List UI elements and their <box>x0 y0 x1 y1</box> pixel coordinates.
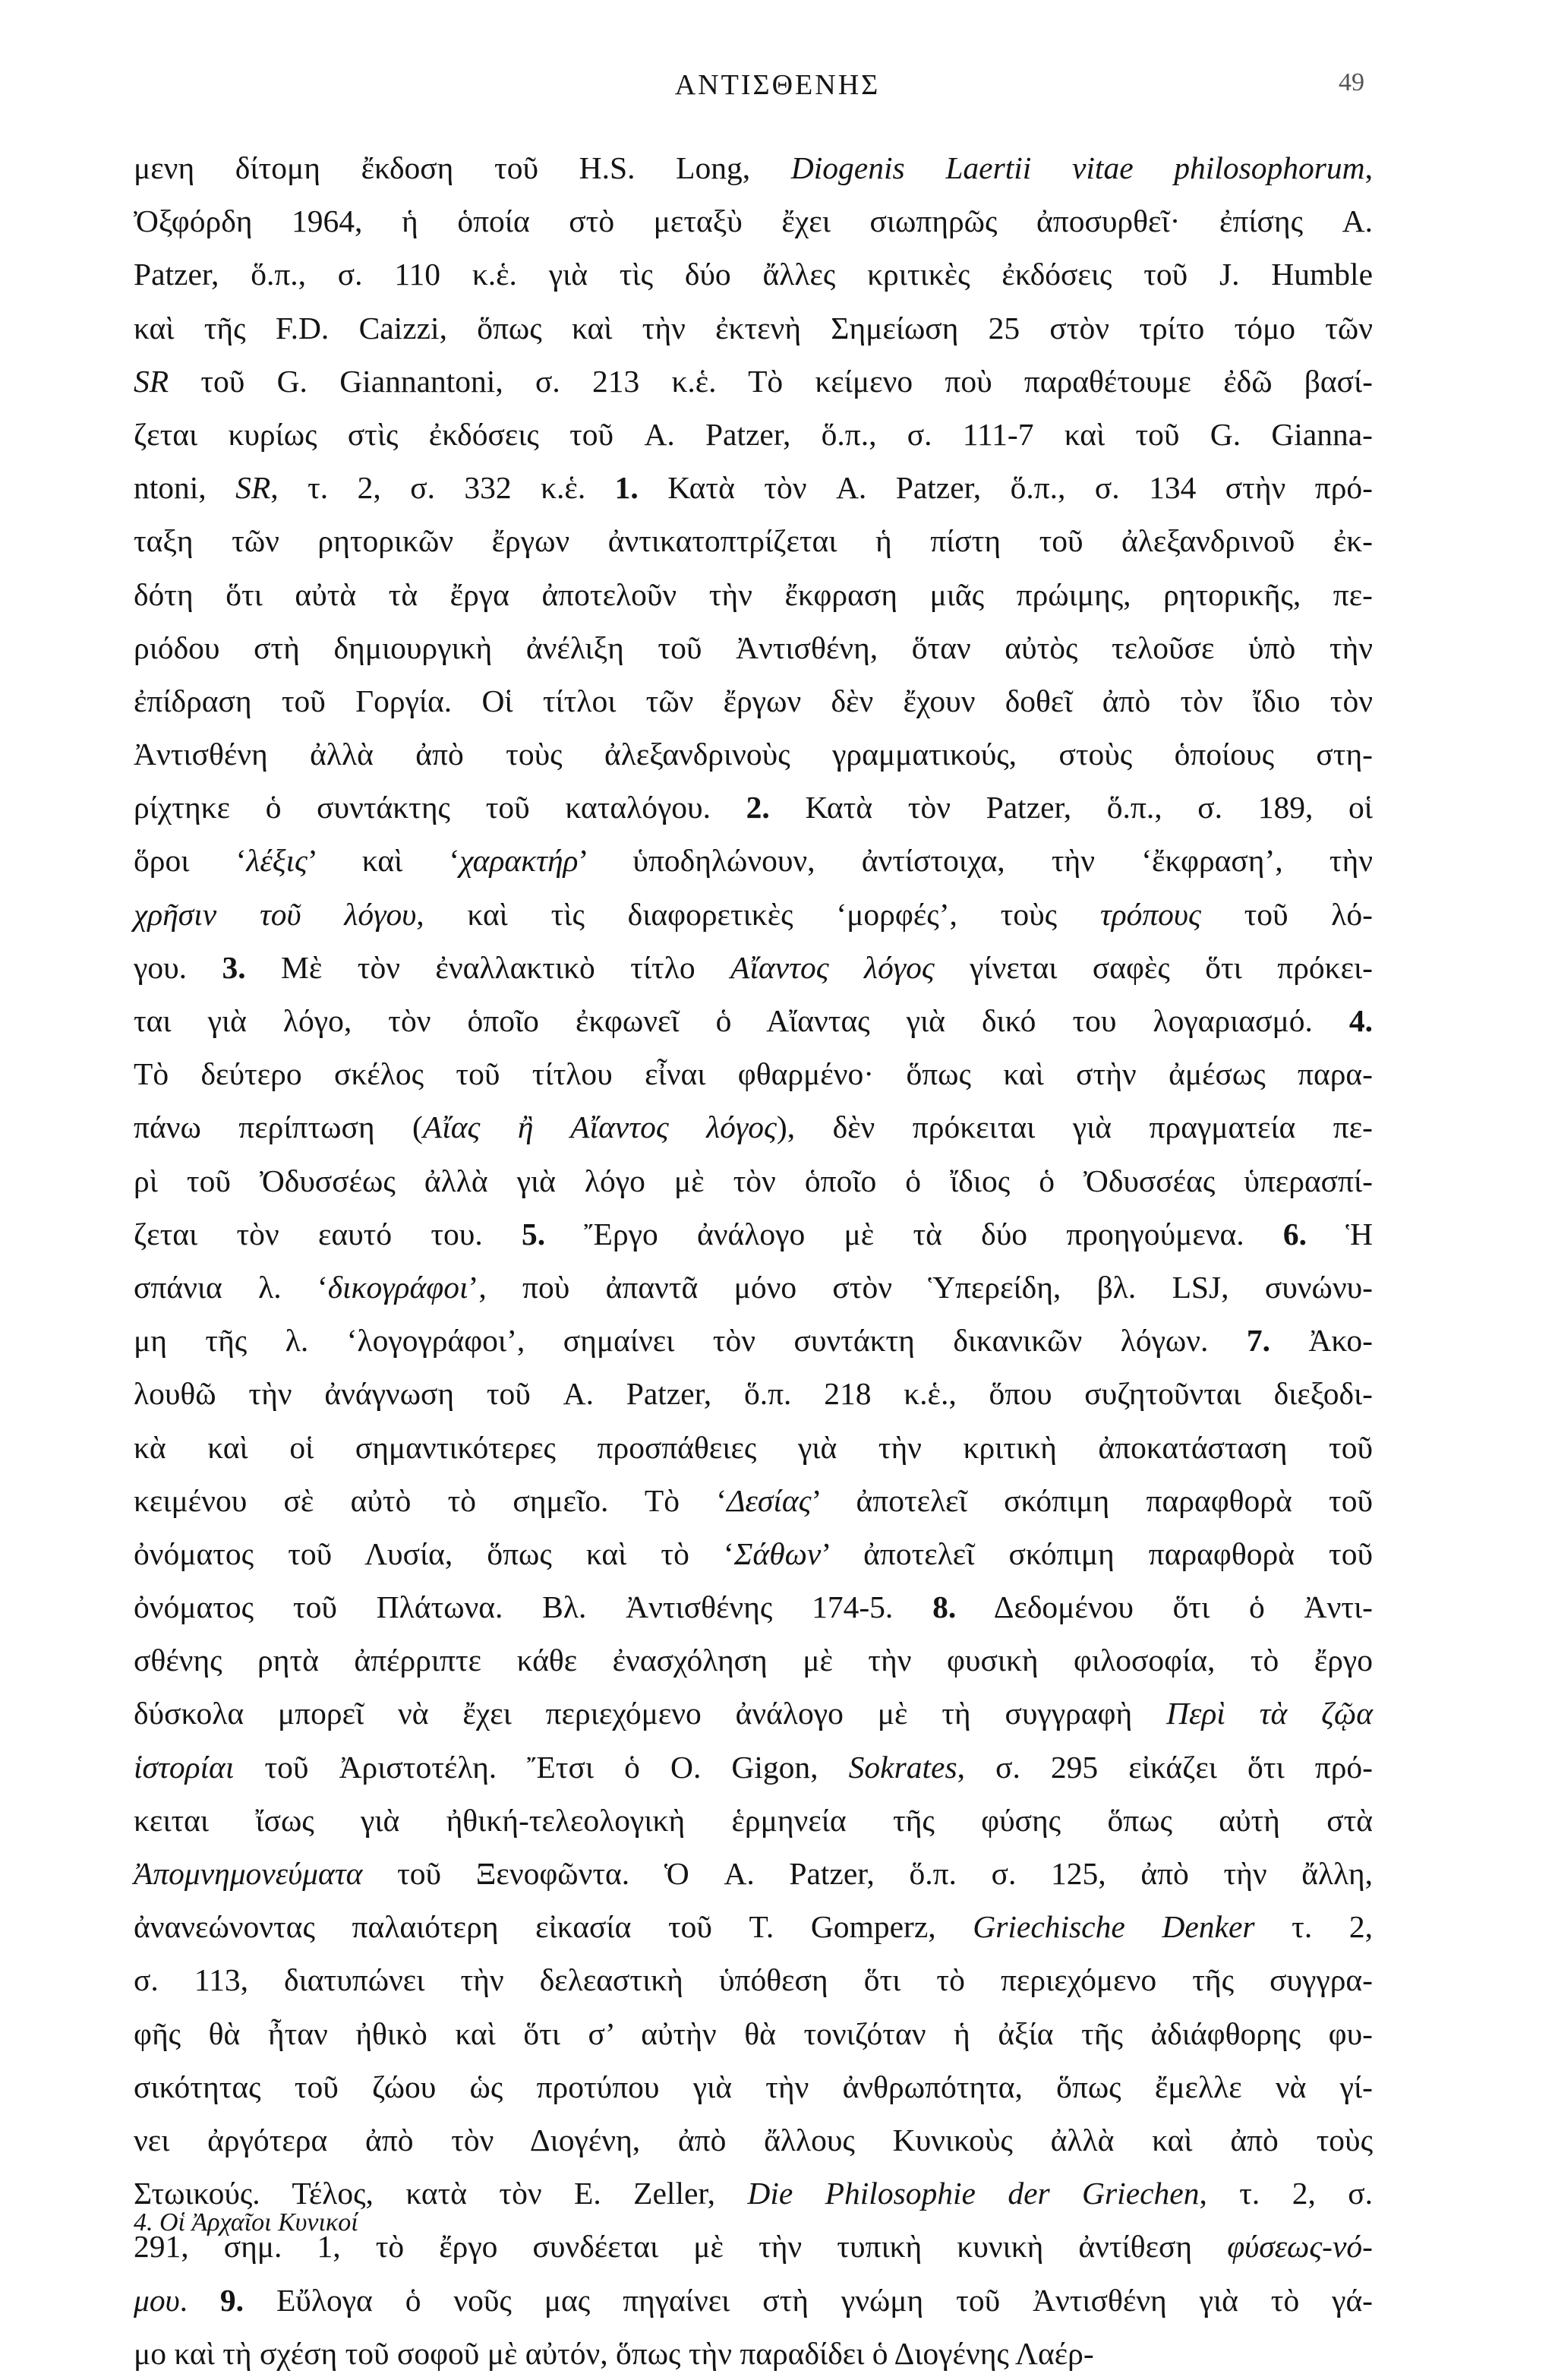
text-line: ἱστορίαι τοῦ Ἀριστοτέλη. Ἔτσι ὁ O. Gigon, Sokrates, σ. 295 εἰκάζει ὅτι πρό- <box>134 1749 1373 1785</box>
text-line: μενη δίτομη ἔκδοση τοῦ H.S. Long, Diogenis Laertii vitae philosophorum, <box>134 150 1373 185</box>
text-line: πάνω περίπτωση (Αἴας ἢ Αἴαντος λόγος), δὲν πρόκειται γιὰ πραγματεία πε- <box>134 1110 1373 1145</box>
running-head <box>0 68 1555 106</box>
text-line: ταξη τῶν ρητορικῶν ἔργων ἀντικατοπτρίζεται ἡ πίστη τοῦ ἀλεξανδρινοῦ ἐκ- <box>134 523 1373 559</box>
text-line: SR τοῦ G. Giannantoni, σ. 213 κ.ἑ. Τὸ κείμενο ποὺ παραθέτουμε ἐδῶ βασί- <box>134 363 1373 399</box>
text-line: ntoni, SR, τ. 2, σ. 332 κ.ἑ. 1. Κατὰ τὸν A. Patzer, ὅ.π., σ. 134 στὴν πρό- <box>134 470 1374 506</box>
text-line: Ὀξφόρδη 1964, ἡ ὁποία στὸ μεταξὺ ἔχει σιωπηρῶς ἀποσυρθεῖ· ἐπίσης A. <box>134 204 1373 239</box>
running-head-title: ΑΝΤΙΣΘΕΝΗΣ <box>674 69 881 101</box>
text-line: λουθῶ τὴν ἀνάγνωση τοῦ A. Patzer, ὅ.π. 218 κ.ἑ., ὅπου συζητοῦνται διεξοδι- <box>134 1376 1373 1412</box>
gathering-signature: 4. Οἱ Ἀρχαῖοι Κυνικοί <box>134 2208 358 2236</box>
text-line: μο καὶ τὴ σχέση τοῦ σοφοῦ μὲ αὐτόν, ὅπως τὴν παραδίδει ὁ Διογένης Λαέρ- <box>134 2335 1094 2371</box>
notes-text-block <box>134 141 1373 2380</box>
text-line: ριόδου στὴ δημιουργικὴ ἀνέλιξη τοῦ Ἀντισθένη, ὅταν αὐτὸς τελοῦσε ὑπὸ τὴν <box>134 630 1373 665</box>
text-line: κειμένου σὲ αὐτὸ τὸ σημεῖο. Τὸ ‘Δεσίας’ ἀποτελεῖ σκόπιμη παραφθορὰ τοῦ <box>134 1482 1373 1518</box>
text-line: ζεται κυρίως στὶς ἐκδόσεις τοῦ A. Patzer, ὅ.π., σ. 111-7 καὶ τοῦ G. Gianna- <box>134 416 1373 452</box>
text-line: σικότητας τοῦ ζώου ὡς προτύπου γιὰ τὴν ἀνθρωπότητα, ὅπως ἔμελλε νὰ γί- <box>134 2069 1373 2104</box>
text-line: φῆς θὰ ἦταν ἠθικὸ καὶ ὅτι σ’ αὐτὴν θὰ τονιζόταν ἡ ἀξία τῆς ἀδιάφθορης φυ- <box>134 2015 1373 2051</box>
page-number: 49 <box>1339 68 1364 96</box>
text-line: ρὶ τοῦ Ὀδυσσέως ἀλλὰ γιὰ λόγο μὲ τὸν ὁποῖο ὁ ἴδιος ὁ Ὀδυσσέας ὑπερασπί- <box>134 1163 1373 1198</box>
text-line: νει ἀργότερα ἀπὸ τὸν Διογένη, ἀπὸ ἄλλους Κυνικοὺς ἀλλὰ καὶ ἀπὸ τοὺς <box>134 2122 1373 2157</box>
text-line: χρῆσιν τοῦ λόγου, καὶ τὶς διαφορετικὲς ‘μορφές’, τοὺς τρόπους τοῦ λό- <box>134 896 1374 932</box>
text-line: ται γιὰ λόγο, τὸν ὁποῖο ἐκφωνεῖ ὁ Αἴαντας γιὰ δικό του λογαριασμό. 4. <box>134 1003 1373 1038</box>
text-line: μη τῆς λ. ‘λογογράφοι’, σημαίνει τὸν συντάκτη δικανικῶν λόγων. 7. Ἀκο- <box>134 1323 1373 1359</box>
text-line: ζεται τὸν εαυτό του. 5. Ἔργο ἀνάλογο μὲ τὰ δύο προηγούμενα. 6. Ἡ <box>134 1216 1373 1252</box>
text-line: Ἀντισθένη ἀλλὰ ἀπὸ τοὺς ἀλεξανδρινοὺς γραμματικούς, στοὺς ὁποίους στη- <box>134 737 1373 772</box>
text-line: ὀνόματος τοῦ Πλάτωνα. Βλ. Ἀντισθένης 174-5. 8. Δεδομένου ὅτι ὁ Ἀντι- <box>134 1589 1373 1625</box>
text-line: κειται ἴσως γιὰ ἠθική-τελεολογικὴ ἑρμηνεία τῆς φύσης ὅπως αὐτὴ στὰ <box>134 1802 1373 1838</box>
text-line: ἀνανεώνοντας παλαιότερη εἰκασία τοῦ T. Gomperz, Griechische Denker τ. 2, <box>134 1909 1373 1945</box>
text-line: σθένης ρητὰ ἀπέρριπτε κάθε ἐνασχόληση μὲ τὴν φυσικὴ φιλοσοφία, τὸ ἔργο <box>134 1643 1373 1678</box>
text-line: ὅροι ‘λέξις’ καὶ ‘χαρακτήρ’ ὑποδηλώνουν, ἀντίστοιχα, τὴν ‘ἔκφραση’, τὴν <box>134 843 1374 879</box>
text-line: γου. 3. Μὲ τὸν ἐναλλακτικὸ τίτλο Αἴαντος λόγος γίνεται σαφὲς ὅτι πρόκει- <box>134 949 1373 985</box>
text-line: κὰ καὶ οἱ σημαντικότερες προσπάθειες γιὰ τὴν κριτικὴ ἀποκατάσταση τοῦ <box>134 1429 1373 1465</box>
text-line: μου. 9. Εὔλογα ὁ νοῦς μας πηγαίνει στὴ γνώμη τοῦ Ἀντισθένη γιὰ τὸ γά- <box>134 2282 1374 2318</box>
text-line: Ἀπομνημονεύματα τοῦ Ξενοφῶντα. Ὁ A. Patzer, ὅ.π. σ. 125, ἀπὸ τὴν ἄλλη, <box>134 1856 1373 1891</box>
text-line: Τὸ δεύτερο σκέλος τοῦ τίτλου εἶναι φθαρμένο· ὅπως καὶ στὴν ἀμέσως παρα- <box>134 1056 1373 1092</box>
text-line: δύσκολα μπορεῖ νὰ ἔχει περιεχόμενο ἀνάλογο μὲ τὴ συγγραφὴ Περὶ τὰ ζῷα <box>134 1696 1374 1731</box>
text-line: σ. 113, διατυπώνει τὴν δελεαστικὴ ὑπόθεση ὅτι τὸ περιεχόμενο τῆς συγγρα- <box>134 1962 1373 1998</box>
text-line: δότη ὅτι αὐτὰ τὰ ἔργα ἀποτελοῦν τὴν ἔκφραση μιᾶς πρώιμης, ρητορικῆς, πε- <box>134 576 1373 612</box>
text-line: ρίχτηκε ὁ συντάκτης τοῦ καταλόγου. 2. Κατὰ τὸν Patzer, ὅ.π., σ. 189, οἱ <box>134 790 1373 825</box>
text-line: ὀνόματος τοῦ Λυσία, ὅπως καὶ τὸ ‘Σάθων’ ἀποτελεῖ σκόπιμη παραφθορὰ τοῦ <box>134 1536 1373 1571</box>
text-line: ἐπίδραση τοῦ Γοργία. Οἱ τίτλοι τῶν ἔργων δὲν ἔχουν δοθεῖ ἀπὸ τὸν ἴδιο τὸν <box>134 683 1373 718</box>
text-line: 291, σημ. 1, τὸ ἔργο συνδέεται μὲ τὴν τυπικὴ κυνικὴ ἀντίθεση φύσεως-νό- <box>134 2229 1373 2265</box>
text-line: σπάνια λ. ‘δικογράφοι’, ποὺ ἀπαντᾶ μόνο στὸν Ὑπερείδη, βλ. LSJ, συνώνυ- <box>134 1269 1373 1305</box>
text-line: καὶ τῆς F.D. Caizzi, ὅπως καὶ τὴν ἐκτενὴ Σημείωση 25 στὸν τρίτο τόμο τῶν <box>134 310 1373 346</box>
text-line: Στωικούς. Τέλος, κατὰ τὸν E. Zeller, Die Philosophie der Griechen, τ. 2, σ. <box>134 2176 1373 2211</box>
text-line: Patzer, ὅ.π., σ. 110 κ.ἑ. γιὰ τὶς δύο ἄλλες κριτικὲς ἐκδόσεις τοῦ J. Humble <box>134 257 1373 292</box>
